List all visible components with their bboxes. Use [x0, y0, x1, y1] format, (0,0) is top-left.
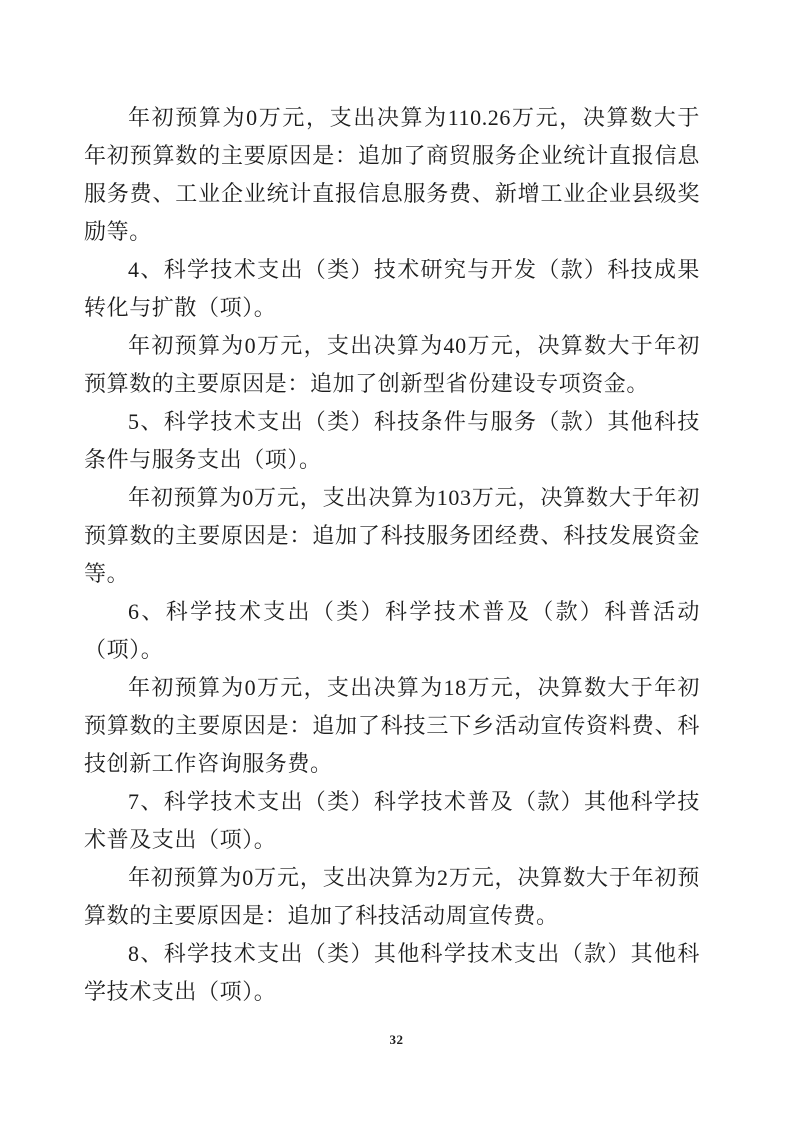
page-footer: [0, 1031, 793, 1049]
paragraph: 7、科学技术支出（类）科学技术普及（款）其他科学技术普及支出（项）。: [84, 789, 700, 852]
paragraph: 8、科学技术支出（类）其他科学技术支出（款）其他科学技术支出（项）。: [84, 941, 700, 1004]
paragraph: 5、科学技术支出（类）科技条件与服务（款）其他科技条件与服务支出（项）。: [84, 409, 700, 472]
paragraph: 年初预算为0万元，支出决算为2万元，决算数大于年初预算数的主要原因是：追加了科技活动周宣传费。: [84, 865, 700, 928]
paragraph: 年初预算为0万元，支出决算为103万元，决算数大于年初预算数的主要原因是：追加了科技服务团经费、科技发展资金等。: [84, 485, 700, 586]
paragraph: 年初预算为0万元，支出决算为40万元，决算数大于年初预算数的主要原因是：追加了创新型省份建设专项资金。: [84, 333, 700, 396]
paragraph: 6、科学技术支出（类）科学技术普及（款）科普活动（项）。: [84, 599, 700, 662]
paragraph: 4、科学技术支出（类）技术研究与开发（款）科技成果转化与扩散（项）。: [84, 257, 700, 320]
page-body-text: [84, 99, 700, 1011]
page-number: 32: [389, 1032, 404, 1047]
paragraph: 年初预算为0万元，支出决算为110.26万元，决算数大于年初预算数的主要原因是：追加了商贸服务企业统计直报信息服务费、工业企业统计直报信息服务费、新增工业企业县级奖励等。: [84, 105, 700, 244]
paragraph: 年初预算为0万元，支出决算为18万元，决算数大于年初预算数的主要原因是：追加了科技三下乡活动宣传资料费、科技创新工作咨询服务费。: [84, 675, 700, 776]
